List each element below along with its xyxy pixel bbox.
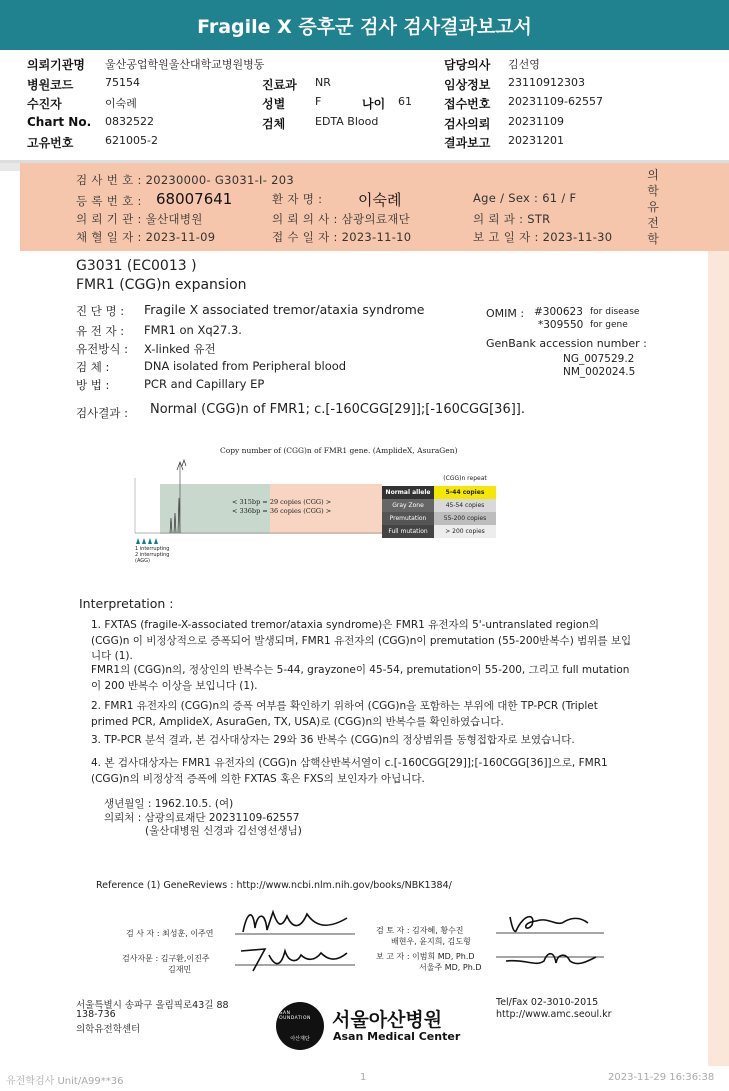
dept-value: NR (315, 76, 331, 89)
tel-fax: Tel/Fax 02-3010-2015 (496, 997, 599, 1008)
method-value: PCR and Capillary EP (144, 377, 265, 391)
unique-value: 621005-2 (105, 134, 158, 147)
patient-header (0, 50, 729, 158)
status-footer (0, 1066, 729, 1091)
interp-p3: 3. TP-PCR 분석 결과, 본 검사대상자는 29와 36 반복수 (CGG)n의 정상범위를 동형접합자로 보였습니다. (91, 734, 575, 746)
omim-disease-note: for disease (590, 307, 640, 317)
scan-patient-value: 이숙례 (358, 191, 402, 209)
address-1: 서울특별시 송파구 올림픽로43길 88 (76, 1000, 229, 1011)
repeat-row-full: Full mutation > 200 copies (382, 525, 496, 538)
report-date: 보 고 일 자 : 2023-11-30 (473, 230, 613, 244)
advisor-label-2: 김재민 (168, 965, 192, 974)
diag-value: Fragile X associated tremor/ataxia syndrome (144, 302, 425, 317)
chart-value: 0832522 (105, 115, 154, 128)
repeat-row-gray: Gray Zone 45-54 copies (382, 499, 496, 512)
requester-line-2: (울산대병원 신경과 김선영선생님) (145, 825, 302, 837)
patient-value: 이숙례 (105, 97, 137, 110)
age-sex: Age / Sex : 61 / F (473, 191, 577, 205)
reg-value: 68007641 (156, 190, 233, 208)
seal-ko: 아산재단 (290, 1035, 310, 1042)
address-3: 의학유전학센터 (76, 1024, 141, 1035)
reviewer-label-2: 배현우, 윤지희, 김도형 (391, 937, 471, 946)
scanned-report (0, 163, 729, 1066)
scan-patient-label: 환 자 명 : (272, 192, 323, 206)
report-title: Fragile X 증후군 검사 검사결과보고서 (0, 0, 729, 50)
interp-p1b: FMR1의 (CGG)n의, 정상인의 반복수는 5-44, grayzone이 45-54, premutation이 55-200, 그리고 full mutation이 200 반복수 이상을 보입니다 (1). (91, 664, 630, 692)
unique-label: 고유번호 (27, 136, 74, 150)
result-value: Normal (CGG)n of FMR1; c.[-160CGG[29]];[-160CGG[36]]. (150, 402, 525, 417)
test-code: G3031 (EC0013 ) (76, 258, 197, 274)
genbank-label: GenBank accession number : (486, 337, 647, 350)
receipt-value: 20231109-62557 (508, 95, 603, 108)
reg-label: 등 록 번 호 : (76, 194, 142, 208)
repeat-row-premutation: Premutation 55-200 copies (382, 512, 496, 525)
peak-text-1: < 315bp = 29 copies (CGG) > (232, 498, 332, 506)
receipt-date: 접 수 일 자 : 2023-11-10 (272, 230, 412, 244)
seal-text: ASAN FOUNDATION (276, 1010, 311, 1021)
website: http://www.amc.seoul.kr (496, 1009, 612, 1020)
status-right: 2023-11-29 16:36:38 (608, 1072, 715, 1083)
specimen-label: 검체 (262, 117, 286, 131)
dob: 생년월일 : 1962.10.5. (여) (104, 798, 234, 810)
receipt-label: 접수번호 (444, 97, 491, 111)
examiner-label: 검 사 자 : 최성훈, 이주연 (126, 929, 214, 938)
vertical-dept-label: 의학유전학 (647, 168, 659, 246)
specimen-method-label: 검 체 : (76, 360, 110, 374)
status-left: 유전학검사 Unit/A99**36 (6, 1076, 124, 1087)
interpretation-heading: Interpretation : (79, 596, 174, 611)
reporter-signature (496, 941, 606, 977)
sex-value: F (315, 95, 322, 108)
omim-disease: #300623 (534, 306, 583, 318)
sex-label: 성별 (262, 97, 286, 111)
examiner-signature (235, 904, 355, 944)
reporter-label-2: 서울주 MD, Ph.D (419, 963, 482, 972)
hospital-name-en: Asan Medical Center (333, 1030, 461, 1043)
request-value: 20231109 (508, 115, 564, 128)
dept-label: 진료과 (262, 78, 297, 92)
hosp-code-value: 75154 (105, 76, 140, 89)
patient-label: 수진자 (27, 97, 62, 111)
result-label: 검사결과 : (76, 406, 128, 420)
genbank-2: NM_002024.5 (563, 366, 636, 378)
inherit-label: 유전방식 : (76, 342, 128, 356)
request-label: 검사의뢰 (444, 117, 491, 131)
specimen-method-value: DNA isolated from Peripheral blood (144, 359, 347, 373)
inst-label: 의뢰기관명 (27, 58, 85, 72)
hospital-seal (276, 1002, 324, 1050)
interp-p4: 4. 본 검사대상자는 FMR1 유전자의 (CGG)n 삼핵산반복서열이 c.[-160CGG[29]];[-160CGG[36]]으로, FMR1 (CGG)n의 비정상적 증폭에 의한 FXTAS 혹은 FXS의 보인자가 아닙니다. (91, 757, 608, 785)
reporter-label: 보 고 자 : 이범희 MD, Ph.D (376, 952, 475, 961)
report-value: 20231201 (508, 134, 564, 147)
status-page: 1 (360, 1072, 367, 1083)
report-body (0, 251, 708, 1066)
hosp-code-label: 병원코드 (27, 78, 74, 92)
figure-caption: Copy number of (CGG)n of FMR1 gene. (AmplideX, AsuraGen) (220, 446, 458, 455)
inherit-value: X-linked 유전 (144, 342, 216, 356)
draw-date: 채 혈 일 자 : 2023-11-09 (76, 230, 216, 244)
reviewer-label: 검 토 자 : 김자혜, 황수진 (376, 926, 464, 935)
age-value: 61 (398, 95, 412, 108)
omim-gene: *309550 (538, 319, 584, 331)
repeat-row-normal: Normal allele 5-44 copies (382, 486, 496, 499)
doctor-value: 김선영 (508, 58, 540, 71)
reference: Reference (1) GeneReviews : http://www.ncbi.nlm.nih.gov/books/NBK1384/ (96, 880, 452, 891)
report-label: 결과보고 (444, 136, 491, 150)
interp-p2: 2. FMR1 유전자의 (CGG)n의 증폭 여부를 확인하기 위하여 (CGG)n을 포함하는 부위에 대한 TP-PCR (Triplet primed PCR, AmplideX, AsuraGen, TX, USA)로 (CGG)n의 반복수를 확인하였습니다. (91, 700, 598, 728)
repeat-table-header: (CGG)n repeat (382, 470, 496, 487)
omim-gene-note: for gene (590, 320, 628, 330)
clinical-label: 임상정보 (444, 78, 491, 92)
scan-dept: 의 뢰 과 : STR (473, 212, 551, 226)
test-number: 검 사 번 호 : 20230000- G3031-I- 203 (76, 173, 294, 187)
gene-value: FMR1 on Xq27.3. (144, 323, 242, 337)
reviewer-signature (496, 903, 606, 943)
requester-line: 의뢰처 : 삼광의료재단 20231109-62557 (104, 812, 300, 824)
address-2: 138-736 (76, 1009, 116, 1020)
clinical-value: 23110912303 (508, 76, 585, 89)
age-label: 나이 (362, 97, 386, 111)
diag-label: 진 단 명 : (76, 304, 125, 318)
hospital-name-ko: 서울아산병원 (332, 1009, 443, 1031)
scan-inst: 의 뢰 기 관 : 울산대병원 (76, 212, 203, 226)
repeat-table (382, 470, 496, 542)
advisor-label: 검사자문 : 김구환,이진주 (122, 954, 210, 963)
doctor-label: 담당의사 (444, 58, 491, 72)
specimen-value: EDTA Blood (315, 115, 379, 128)
peak-text-2: < 336bp = 36 copies (CGG) > (232, 507, 332, 515)
chart-label: Chart No. (27, 115, 92, 129)
legend-text: 1 interrupting 2 interrupting (AGG) (135, 546, 170, 564)
method-label: 방 법 : (76, 378, 110, 392)
inst-value: 울산공업학원울산대학교병원병동 (105, 58, 265, 71)
genbank-1: NG_007529.2 (563, 353, 635, 365)
omim-label: OMIM : (486, 307, 525, 320)
interp-p1: 1. FXTAS (fragile-X-associated tremor/ataxia syndrome)은 FMR1 유전자의 5'-untranslated region의 (CGG)n 이 비정상적으로 증폭되어 발생되며, FMR1 유전자의 (CGG)n이 premutation (55-200반복수) 범위를 보입니다 (1). (91, 619, 632, 662)
advisor-signature (235, 941, 355, 977)
scan-requester: 의 뢰 의 사 : 삼광의료재단 (272, 212, 411, 226)
gene-label: 유 전 자 : (76, 324, 125, 338)
test-name: FMR1 (CGG)n expansion (76, 277, 247, 293)
